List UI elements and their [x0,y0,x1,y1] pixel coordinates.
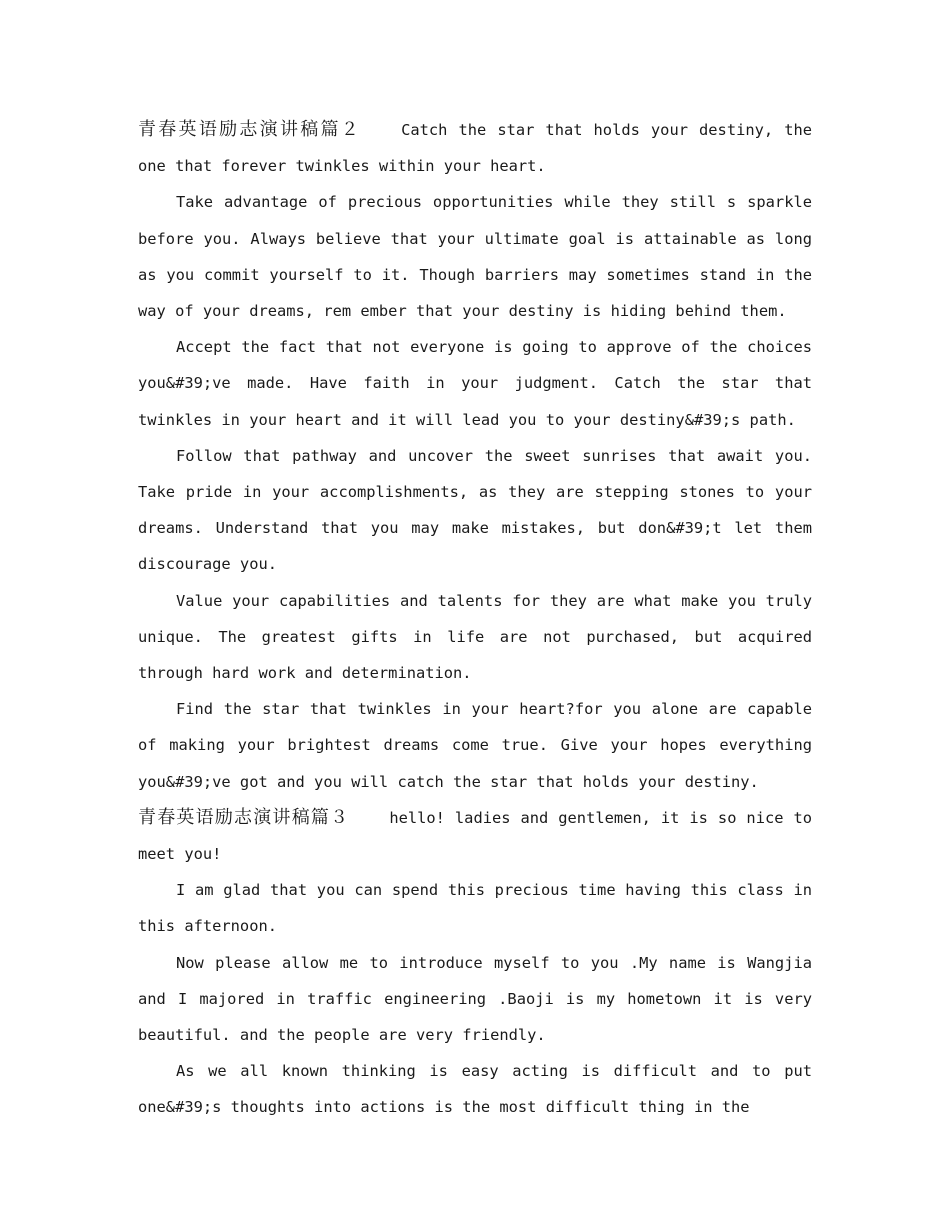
paragraph: Follow that pathway and uncover the sweet sunrises that await you. Take pride in your accomplishments, as they are stepping stones to your dreams. Understand that you may make mistakes, but don&#39;t let them discourage you. [138,446,812,574]
paragraph: Find the star that twinkles in your heart?for you alone are capable of making your brightest dreams come true. Give your hopes everything you&#39;ve got and you will catch the star that holds your destiny. [138,700,812,791]
paragraph: I am glad that you can spend this precious time having this class in this afternoon. [138,881,812,936]
paragraph: Take advantage of precious opportunities while they still s sparkle before you. Always believe that your ultimate goal is attainable as long as you commit yourself to it. Though barriers may sometimes stand in the way of your dreams, rem ember that your destiny is hiding behind them. [138,193,812,321]
section-title: 青春英语励志演讲稿篇３ [138,806,350,828]
paragraph: Accept the fact that not everyone is going to approve of the choices you&#39;ve made. Have faith in your judgment. Catch the star that twinkles in your heart and it will lead you to your destiny&#39;s path. [138,338,812,429]
paragraph: Now please allow me to introduce myself to you .My name is Wangjia and I majored in traffic engineering .Baoji is my hometown it is very beautiful. and the people are very friendly. [138,953,812,1045]
section-intro-text: Catch the star that holds your destiny, the one that forever twinkles within your heart. [138,121,812,176]
section-title: 青春英语励志演讲稿篇２ [138,119,362,140]
section-2-heading-line [138,112,812,184]
paragraph: As we all known thinking is easy acting is difficult and to put one&#39;s thoughts into actions is the most difficult thing in the [138,1062,812,1117]
document-body [138,112,812,1126]
section-intro-text: hello! ladies and gentlemen, it is so nice to meet you! [138,808,813,864]
section-3-heading-line [138,800,812,872]
paragraph: Value your capabilities and talents for they are what make you truly unique. The greatest gifts in life are not purchased, but acquired through hard work and determination. [138,591,812,683]
